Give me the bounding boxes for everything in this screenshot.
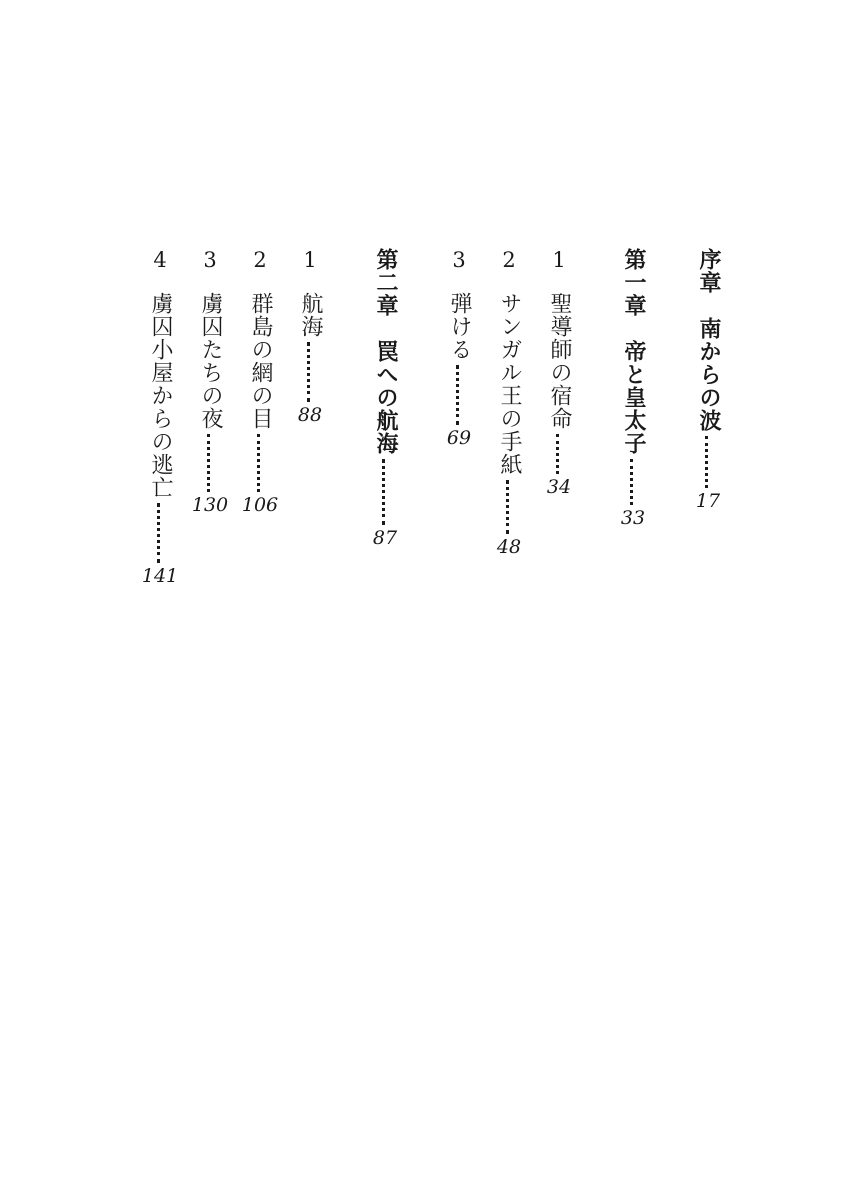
leader-dots	[157, 503, 164, 563]
toc-entry-number: 1	[552, 248, 566, 272]
toc-entry-2-1	[290, 248, 330, 426]
toc-entry-2-2	[240, 248, 280, 516]
toc-entry-1-1	[539, 248, 579, 498]
toc-entry-title: 弾ける	[447, 292, 472, 361]
leader-dots	[307, 342, 314, 402]
toc-entry-page: 33	[620, 507, 646, 529]
toc-entry-number: 1	[303, 248, 317, 272]
leader-dots	[257, 434, 264, 492]
toc-entry-title: 序章 南からの波	[696, 248, 721, 432]
toc-entry-title: 聖導師の宿命	[547, 292, 572, 430]
toc-entry-number: 2	[253, 248, 267, 272]
toc-entry-number: 4	[153, 248, 167, 272]
toc-entry-2-3	[190, 248, 230, 516]
toc-entry-2-4	[140, 248, 180, 587]
toc-entry-1-3	[439, 248, 479, 449]
toc-entry-1-2	[489, 248, 529, 558]
toc-entry-chapter-1	[613, 248, 653, 529]
toc-entry-page: 34	[546, 476, 572, 498]
toc-entry-title: 航海	[298, 292, 323, 338]
toc-entry-page: 87	[372, 527, 398, 549]
toc-entry-title: 第一章 帝と皇太子	[621, 248, 646, 455]
toc-entry-title: 虜囚たちの夜	[198, 292, 223, 430]
toc-entry-page: 88	[297, 404, 323, 426]
toc-entry-page: 48	[496, 536, 522, 558]
toc-entry-page: 69	[446, 427, 472, 449]
toc-entry-page: 17	[695, 490, 721, 512]
leader-dots	[382, 459, 389, 525]
toc-entry-title: 第二章 罠への航海	[373, 248, 398, 455]
toc-entry-page: 106	[241, 494, 279, 516]
toc-entry-number: 3	[203, 248, 217, 272]
leader-dots	[705, 436, 712, 488]
toc-entry-page: 130	[191, 494, 229, 516]
leader-dots	[630, 459, 637, 505]
toc-entry-number: 2	[502, 248, 516, 272]
toc-entry-title: 群島の網の目	[248, 292, 273, 430]
toc-entry-prologue	[688, 248, 728, 512]
leader-dots	[456, 365, 463, 425]
toc-entry-chapter-2	[365, 248, 405, 549]
leader-dots	[506, 480, 513, 534]
toc-entry-page: 141	[141, 565, 179, 587]
toc-entry-title: 虜囚小屋からの逃亡	[148, 292, 173, 499]
leader-dots	[207, 434, 214, 492]
toc-entry-number: 3	[452, 248, 466, 272]
toc-entry-title: サンガル王の手紙	[497, 292, 522, 476]
leader-dots	[556, 434, 563, 474]
